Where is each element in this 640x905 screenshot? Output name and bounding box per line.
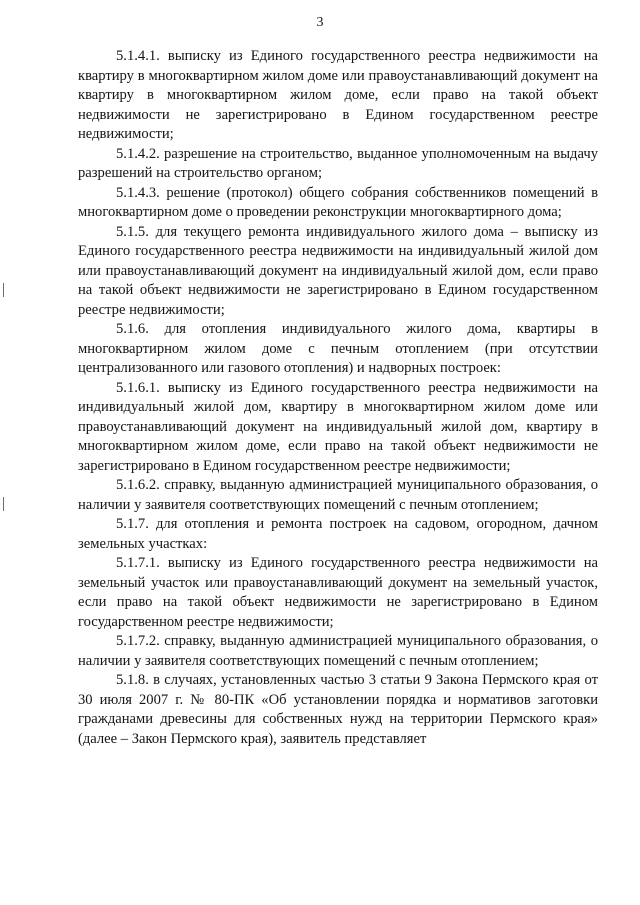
paragraph-5-1-7-1: 5.1.7.1. выписку из Единого государственного реестра недвижимости на земельный участок или правоустанавливающий документ на земельный участок, если право на такой объект недвижимости не зарегистрировано в Едином государственном реестре недвижимости; xyxy=(78,555,598,630)
paragraph-5-1-4-2: 5.1.4.2. разрешение на строительство, выданное уполномоченным на выдачу разрешений на строительство органом; xyxy=(78,145,598,181)
document-body xyxy=(78,47,598,749)
paragraph-5-1-6: 5.1.6. для отопления индивидуального жилого дома, квартиры в многоквартирном жилом доме с печным отоплением (при отсутствии централизованного или газового отопления) и надворных построек: xyxy=(78,321,598,376)
paragraph-5-1-7: 5.1.7. для отопления и ремонта построек на садовом, огородном, дачном земельных участках: xyxy=(78,516,598,552)
paragraph-5-1-6-1: 5.1.6.1. выписку из Единого государственного реестра недвижимости на индивидуальный жилой дом, квартиру в многоквартирном жилом доме или правоустанавливающий документ на индивидуальный жилой дом, квартиру в многоквартирном жилом доме, если право на такой объект недвижимости не зарегистрировано в Едином государственном реестре недвижимости; xyxy=(78,379,598,474)
scan-edge-mark xyxy=(3,283,4,297)
paragraph-5-1-6-2: 5.1.6.2. справку, выданную администрацией муниципального образования, о наличии у заявителя соответствующих помещений с печным отоплением; xyxy=(78,477,598,513)
scan-edge-mark xyxy=(3,497,4,511)
paragraph-5-1-7-2: 5.1.7.2. справку, выданную администрацией муниципального образования, о наличии у заявителя соответствующих помещений с печным отоплением; xyxy=(78,633,598,669)
paragraph-5-1-4-1: 5.1.4.1. выписку из Единого государственного реестра недвижимости на квартиру в многоквартирном жилом доме или правоустанавливающий документ на квартиру в многоквартирном жилом доме, если право на такой объект недвижимости не зарегистрировано в Едином государственном реестре недвижимости; xyxy=(78,48,598,142)
page-number: 3 xyxy=(316,15,324,30)
paragraph-5-1-4-3: 5.1.4.3. решение (протокол) общего собрания собственников помещений в многоквартирном доме о проведении реконструкции многоквартирного дома; xyxy=(78,184,598,220)
paragraph-5-1-5: 5.1.5. для текущего ремонта индивидуального жилого дома – выписку из Единого государственного реестра недвижимости на индивидуальный жилой дом или правоустанавливающий документ на индивидуальный жилой дом, если право на такой объект недвижимости не зарегистрировано в Едином государственном реестре недвижимости; xyxy=(78,223,598,318)
paragraph-5-1-8: 5.1.8. в случаях, установленных частью 3 статьи 9 Закона Пермского края от 30 июля 2007 г. № 80-ПК «Об установлении порядка и нормативов заготовки гражданами древесины для собственных нужд на территории Пермского края» (далее – Закон Пермского края), заявитель представляет xyxy=(78,672,598,747)
